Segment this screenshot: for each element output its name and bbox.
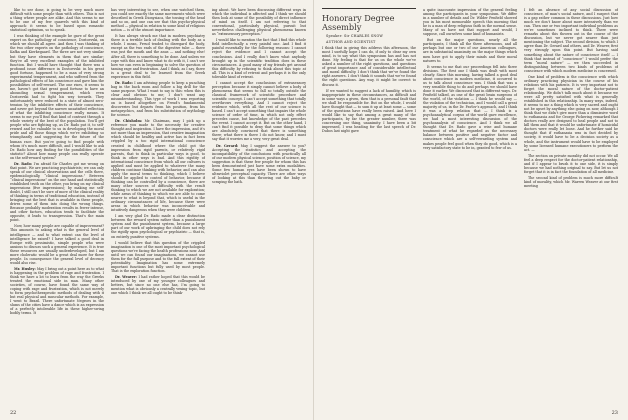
speaker-name: Dr. Weaver: [115,274,137,279]
paragraph: Now, how many people are capable of improvement? This amounts to asking what is the general level of intelligence — and to what extent can the level of intelligence be raised? I have talked a good deal in Europe with pessimistic, simple people who were anxious to discuss such a general experience. It is true these resources are usually underdeveloped, but I am more choleratic would be a great deal more for these people. In consequence the general level of decency would also rise. [10,224,104,265]
section-heading: Honorary Degree Assembly [322,13,395,32]
paragraph: I think that in giving this address this afternoon, the most I usefully hope I can do, if only to clear my own mind, is to say what this symposium has and has not done. My feeling is that for us on the whole we’ve asked a number of the right questions, and questions of great importance and of considerable intellectual and moral difficulty. I don’t think that we’ve found the right answers. I don’t think it sounds that we’ve found the right questions. Any way, it might be correct to discuss it. [322,46,416,87]
paragraph: I would believe that this question of the crippled imagination is one of the most important psychological questions we’re facing the health professions now. And until we can found our imaginations, we cannot use them for the full purpose and to the full extent of their potentiality. Imagination has some extremely important functions but fully used by most people. That is the exploration function. [111,240,205,273]
speaker-line: Speaker: Sir CHARLES SNOW [326,34,384,38]
heading-rule [322,8,416,9]
speaker-title: AUTHOR AND SCIENTIST [326,40,376,45]
speaker-name: Dr. Gerard: [216,143,239,148]
paragraph: Dr. Chisholm: Mr. Chairman, may I pick up a reference you made to the necessity for creative thought and inspiration. I have the impression, and it’s not more than an impression, that creative imagination which should be healthy and active has in fact been crippled by a too rigid international conscience created in childhood where the child got the impression from rigid parents, or relatively rigid parents, that to think in particular ways is good, to think in other ways is bad. And this rigidity of international conscience from which all our cultures is applied and must be applied to whatever the many children continue thinking with behavior, and can also apply the moral terms to thinking, which I believe should be applied to control of behavior, because if thinking can be controlled by a conscience, there are many other sources of difficulty with the result thinking to which we are not available for exploration; while areas of thinking to which we are able to come nearer to what is beyond that, which is useful in the ordinary circumstances of life, because there were areas in which behavior was inconceivable and intuitively dangerous when they were children. [111,119,205,213]
page-gutter [313,0,314,420]
paragraph: Dr. Gerard: May I suggest the answer to you? Accepting the statistics and accepting the incompatibility of the conclusions with practically all of our modern physical science, position of science, my suggestion is that these few people for whom this has been demonstrated just have some extra modalities. Some few human eyes have been shown to have ultraviolet perceptual capacity. There are other ways of looking at this than throwing out the baby or scraping the bath. [212,143,306,184]
paragraph: One kind of problem is the conscience with which ordinary practicing physician in the course of his relations with his patients. It is very important not to forget the moral nature of the doctor-patient relationship. We didn’t talk much about it because we were all pretty satisfied with what is generally established in this relationship. In many ways, indeed, it seems to me a thing which is very sacred and ought not be upset by anything else going on now, although I think that we didn’t give more than a dismissive word to euthanasia and for George Pickering remarked that doctors really are designed to heal people and not to kill them and that it would be unfortunate if homicidal doctors were really let loose. And he further said he thought that if euthanasia was in fact decided by society, it would have to be a decision society as a whole, and the instrument would have to be employed by some licensed humane executioners to perform the act. — [524,74,618,152]
speaker-name: Dr. Rado: [115,80,133,85]
paragraph: ing about. We have been discussing different ways in which the individual is affected and I think we should then look at some of the possibility of direct influence of mind on itself. I am not referring to that conventional, particularly physical, pursuit but nevertheless challenging physical phenomena known as “extrasensory perception.” [212,8,306,37]
left-column-1 [10,8,104,406]
paragraph: has very interesting to see, when one watched them, you could see exactly the same movements which were described in Greek Dionysiaca, the tossing of the head and so on, and one can see that this psycho-physical method — physical in relation to some kind of religious notion — is of the utmost importance. [111,8,205,33]
paragraph: Dr. Rado: I’m afraid Sir Charles got me wrong on that point. We are practicing psychiatrists; we can only speak of our clinical observations and the cells there, epidemiologically, “clinical impressions.” Between “clinical impressions” on the one hand and statistically established truth on the other, you bring on my clinical impressions (five impressions); by making me self-doubt, I still can’t be sure of more of the clinical reality of thinking in terms of traditional education, instead of bringing out the best that is available in these people, drives some of them into doing the wrong things. Because probably moderation results in fewer intense, and other factors, education tends to facilitate the opposite, it leads to transgression. That’s the main point. [10,161,104,223]
speaker-name: Dr. Rado: [14,161,33,166]
paragraph: But on the major questions, nearly all the participants, I think all the three afternoons, and all perhaps but one or two of our American colleagues, are in substantial unanimity on the major things which men have got to apply their minds and their moral natures to. [423,38,517,63]
paragraph: It seems to me that our proceedings fell into three divisions. The first one I think was dealt with most clearly. Since this morning, having talked a good deal about conscience in modern medicine, it occurred to us to talk about conscience was. I think that was a very sensible thing to do and perhaps we should have done it earlier. We discussed that in different ways. Dr. Penfield talked, as one of the great brain surgeons of the world, of the violation — I think he would say — the violation of the technician, and I would call a great majority of us, in the Dr. Pavlov’s approach, and I think it was a deep relation that — I think is a psychoanalytical corpus of the world gave excellence, we had a most interesting discussion of the psychoanalysis of conscience. And I think we all thought that Dr. Rado gave a wise and humane treatment of what he regarded as the necessary balance between positive and negative factor and conscience which are a self-rewarding system and makes people feel good when they do good, which is a very satisfactory state to be in, granted to few of us. [423,64,517,150]
paragraph: Dr. Weaver: I had rather hoped that this would be introduced by one of my younger colleagues and betters, but since no one else has, I’m going to mention what is obviously a centrally vexing topic, but one which I think we all ought to be think- [111,274,205,296]
left-page [10,8,306,406]
paragraph: The second kind of problem is much more difficult kind of morality, which Mr. Warren Weaver at our first meeting [524,175,618,188]
paragraph: I cannot accept the conclusions of extrasensory perception because it simply cannot believe a body of phenomena that seems to fall so totally outside the classical framework of scientific procedure and scientific concept. I can’t accept something that totally overthrows everything. And I cannot reject the evidence which, with all the rest of our science is based. I can’t accept something that impairs the whole science of order of time, in which not only effect precedes cause, but knowledge of the past precedes the event. I cannot accept it. But on the other hand, I can’t find it possible to deny that some things which are absolutely convinced that there is something there; what there is there I do not know, and I must say that it worries me a very, very great deal. [212,80,306,142]
paragraph: a quite inaccurate impression of the general feeling among the participants in your symposium. We differ in a number of details and Dr. Wilder Penfield showed you in his most memorable speech this morning that he is a man of deep religious faith in the normal sense. Many of us have not that support and would, I suppose, call ourselves some kind of humanists. [423,8,517,37]
paragraph: I am very glad Dr. Rado made a clear distinction between the reward system rather than a punishment system and the punishment system, because a large part of our work of upbringing the child does not rely the rigidly upon psychological or psychiatric — that is, on entirely punitive systems. [111,214,205,239]
right-column-2a [423,8,517,406]
speaker-name: Dr. Chisholm: [115,119,143,124]
paragraph: like to see done, is going to be very much more difficult with some people than with others. This is not a thing where people are alike. And this seems to me to be one of my few quarrels with this kind of approach: it seems to be based upon romantic statistical optimism, so to speak. [10,8,104,33]
paragraph: Dr. Rado: I am advising people to keep a punching bag in the back room and follow a big drill for the same purpose. What I want to say is this: when this is clear and obvious to me; I don’t want any misunderstanding. This type of work I was reporting on is based altogether on Freud’s fundamental discoveries but departs from his position, from his metapsychics, and from his substitution of mythology for science. [111,80,205,118]
speaker-name: Mr. Huxley: [14,266,36,271]
right-column-2 [423,8,618,406]
paragraph: If we wanted to suggest a lack of humility, which is inappropriate in these circumstances, as difficult and in some ways a given, then that is a personal fault that we shall be responsible for. But on the whole, I would have thought that — to sum it up at least some — some of the questions have really been raised. And here I would like to say that among a great many of the participants, by far the greater number, there was concerning one thing, unanimity. I have been a bit impressed, I was heading for the last speech of Dr. Dubos last night gave [322,88,416,134]
right-page [322,8,618,406]
paragraph: The section on private morality did not occur. We all feel a deep respect for the doctor-patient relationship, and if I appear to brush it to one side, it is simply because we had nothing original to say. But let us not forget that it is in fact the foundation of all medicine. [524,153,618,174]
page-number-right: 23 [611,410,618,416]
paragraph: I was thinking of the example he gave of the great expert on the pathology of conscience, Dostoevski, on which we should all agree. And then I was thinking of the two other experts on the pathology of conscience, Kafka and Kierkegaard. The three are not very similar but they have elements in them that are similar; they’re all very excellent examples of the inhibited function. But I would have thought that there was a profound issue difference in Dostoevski: in his great good fortune, happened to be a man of very strong experimental temperament, and who suffered from the pathological effects of his conscience and gave him the possibilities of self-reward. The one rises, it seems to me, haven’t got that great good fortune to have an abounding sexual temperament, which even Dostoevski had to fight his way towards. They unfortunately were reduced to a state of almost zero-tension by the inhibitive effects of their conscience, and never got beyond the narrow unsatisfied reflection of what the inhibiting conscience really means. It seems to me you’ll find that kind of contrast through a whole variety of the best of the population. You’ll get people who are fighting up, as Dr. Rado put it, to self-reward and be valuable to us in developing the moral pride and all those things which we’re exhibiting so triumphantly and suggesting for the future of the human race. But you’re going to find people with whom it’s much more difficult, and I would like to ask Dr. Rado how any finding for the possibilities of the statistic? About how many people can really operate on the self-reward system? [10,34,104,160]
left-column-2 [111,8,205,406]
left-column-3 [212,8,306,406]
paragraph: I would like to mention the fact that I find this whole field intellectually a very painful one. And I find it painful essentially for the following reasons: I cannot reject the evidence and I cannot accept the conclusions. And I really don’t know what anybody brought up in the scientific tradition does in these circumstances. A good many of my friends get around this difficulty by refusing to think about this topic at all. This is a kind of retreat and perhaps it is the only tolerable kind of retreat. [212,38,306,79]
paragraph: It has always struck me that in modern psychiatry there is a terrible lack of dealing with the body as a whole. I mean, Freud tended to disregard the body, except as the two ends of the digestive tube — there was just the mouth and the anus — and nothing else! After all, there is something to be done. And unless we cope with this and know what to do with it, I can’t see how we can even in beginning to solve the question of taming rage and frustration. And I think, as I say, there is a great deal to be learned from the Greek experience in this field. [111,34,205,79]
page-number-left: 22 [10,410,17,416]
right-column-1 [322,8,416,406]
paragraph: I felt an absence of any social discussion of conscience, of man’s social nature, and I suspect that is a gap rather common in these discussions. Just how much we don’t know about more intensively than we can. Then one or two important individual problems as we’re sometimes inclined to think. There were remarks about this thrown out in the course of the discussion, but we never got nearer than just mentioning the subject. The second division, to which I agree than Dr. Gerard and others, and Dr. Weaver, first very strongly upon this point. But having said something about the nature of conscience itself — I think that instead of “conscience” I would prefer the term “moral nature” — we then succeeded in distinguishing between two kinds of problems of conscience with which modern medicine is concerned. [524,8,618,73]
right-column-3 [524,8,618,406]
paragraph: Mr. Huxley: May I bring out a point here as to what is happening in the problem of rage and frustration. I think we have a lot to learn from the way the Greeks treated the emotional side in man. Many other societies, of course, have found the same way of coping with rage and frustration, which is not merely to form psychotherapeutic methods of dealing with it but real physical and muscular methods. For example, I went to Brazil. There unfortunate Negroes in the slums of the cities have a dance which is an expression of a perfectly intolerable life in these higher-swing bodily terms. It [10,266,104,316]
